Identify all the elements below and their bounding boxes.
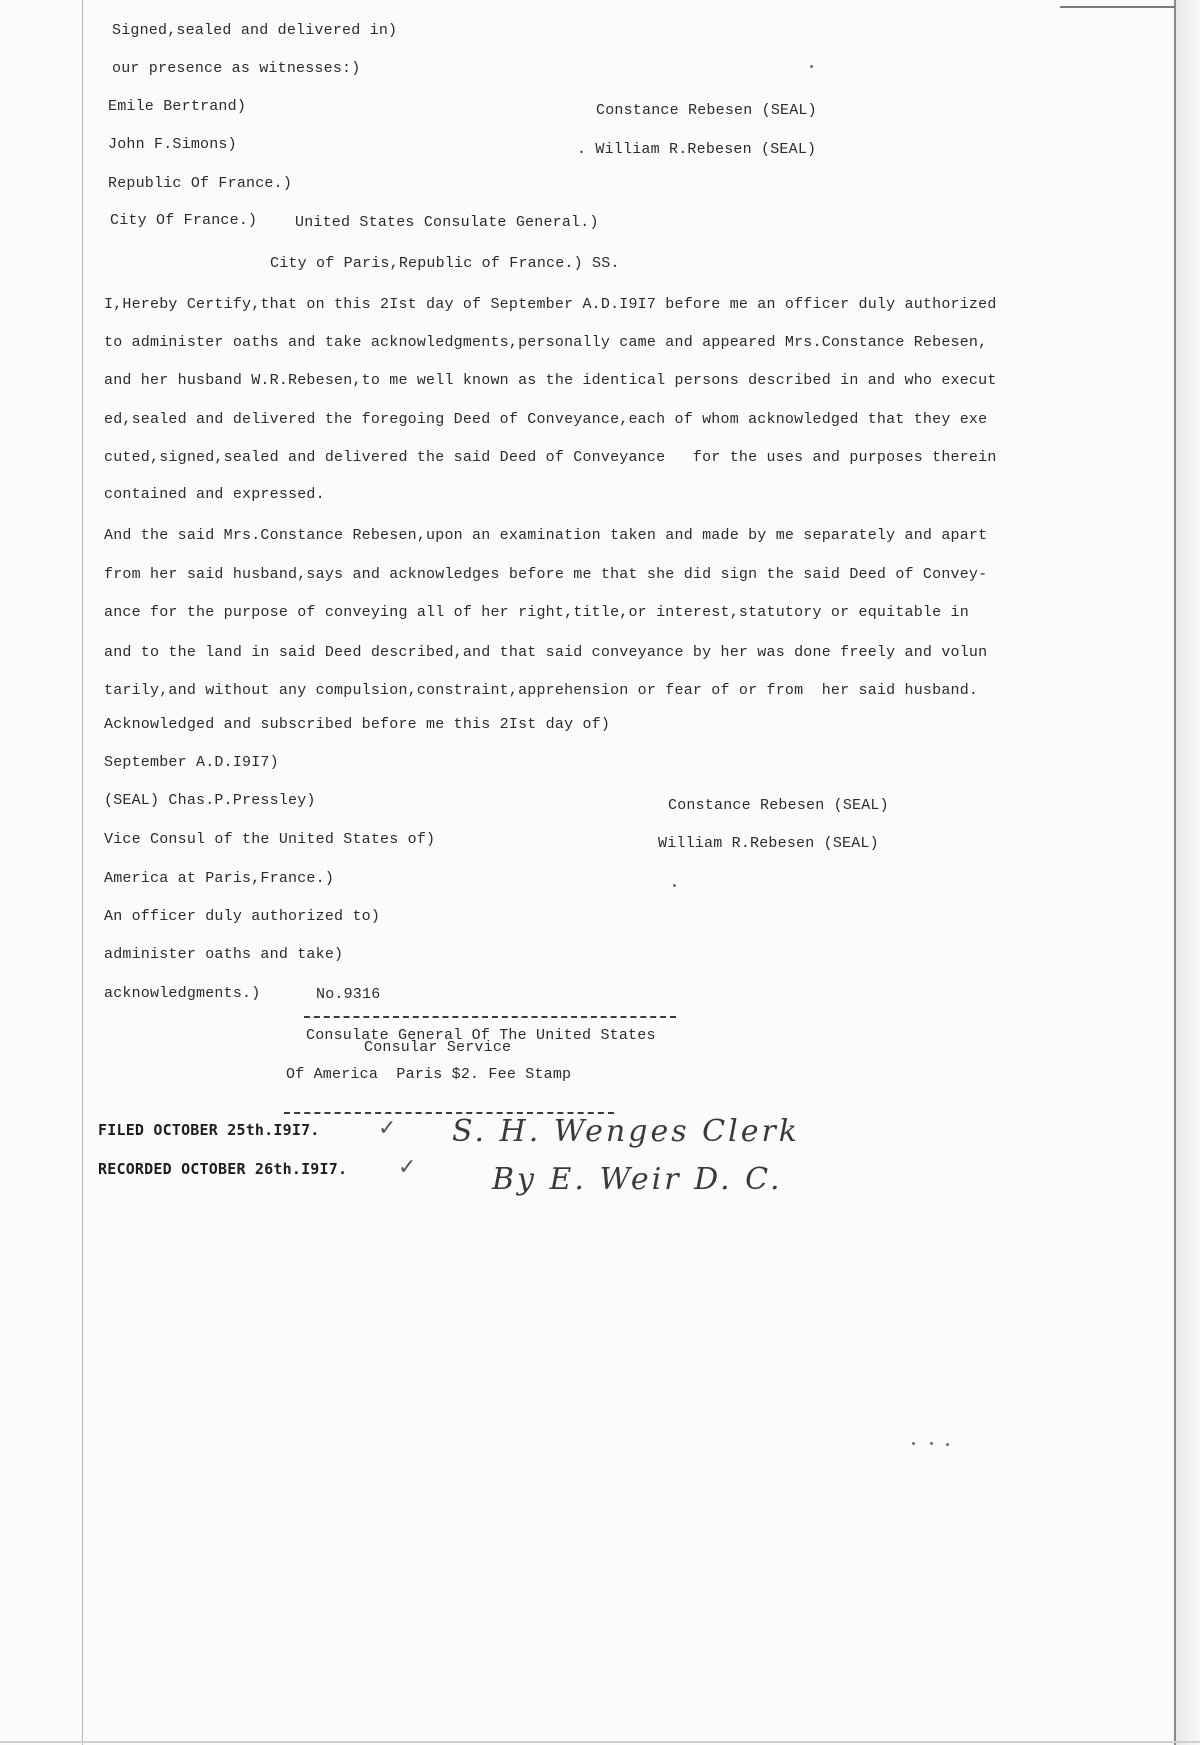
officer-line-1: (SEAL) Chas.P.Pressley) [104, 792, 316, 809]
stamp-line-1: Consulate General Of The United States [306, 1027, 656, 1044]
second-signature-1: Constance Rebesen (SEAL) [668, 797, 889, 814]
witness-name-1: Emile Bertrand) [108, 98, 247, 115]
examination-line-5: tarily,and without any compulsion,constraint,apprehension or fear of or from her said husband. [104, 682, 979, 699]
right-margin-rule [1174, 0, 1176, 1745]
witness-name-2: John F.Simons) [108, 136, 237, 153]
officer-line-4: An officer duly authorized to) [104, 908, 381, 925]
stamp-line-3: Of America Paris $2. Fee Stamp [286, 1066, 572, 1083]
acknowledgment-line-2: September A.D.I9I7) [104, 754, 279, 771]
certificate-line-1: I,Hereby Certify,that on this 2Ist day of September A.D.I9I7 before me an officer duly authorized [104, 296, 997, 313]
deputy-signature: By E. Weir D. C. [492, 1162, 783, 1197]
examination-line-2: from her said husband,says and acknowledges before me that she did sign the said Deed of Convey- [104, 566, 988, 583]
venue-paris-ss: City of Paris,Republic of France.) SS. [270, 255, 620, 272]
grantor-signature-2: . William R.Rebesen (SEAL) [577, 141, 817, 158]
grantor-signature-1: Constance Rebesen (SEAL) [596, 102, 817, 119]
officer-line-6: acknowledgments.) [104, 985, 261, 1002]
certificate-line-2: to administer oaths and take acknowledgments,personally came and appeared Mrs.Constance Rebesen, [104, 334, 988, 351]
officer-line-2: Vice Consul of the United States of) [104, 831, 436, 848]
stamp-number: No.9316 [316, 986, 381, 1003]
clerk-signature: S. H. Wenges Clerk [452, 1114, 800, 1149]
paper-speck [930, 1442, 933, 1445]
witness-header-line-2: our presence as witnesses:) [112, 60, 361, 77]
venue-republic: Republic Of France.) [108, 175, 293, 192]
second-signature-2: William R.Rebesen (SEAL) [658, 835, 879, 852]
recorded-check-mark: ✓ [398, 1155, 417, 1180]
acknowledgment-line-1: Acknowledged and subscribed before me this 2Ist day of) [104, 716, 611, 733]
examination-line-3: ance for the purpose of conveying all of her right,title,or interest,statutory or equitable in [104, 604, 969, 621]
certificate-line-5: cuted,signed,sealed and delivered the said Deed of Conveyance for the uses and purposes therein [104, 449, 997, 466]
paper-speck [673, 884, 676, 887]
paper-speck [810, 65, 813, 68]
page-edge-shadow [1176, 0, 1200, 1745]
paper-speck [946, 1443, 949, 1446]
certificate-line-3: and her husband W.R.Rebesen,to me well known as the identical persons described in and who execut [104, 372, 997, 389]
paper-speck [912, 1442, 915, 1445]
bottom-edge-rule [0, 1741, 1200, 1743]
certificate-line-6: contained and expressed. [104, 486, 325, 503]
certificate-line-4: ed,sealed and delivered the foregoing Deed of Conveyance,each of whom acknowledged that they exe [104, 411, 988, 428]
recorded-date: RECORDED OCTOBER 26th.I9I7. [98, 1160, 348, 1178]
venue-consulate: United States Consulate General.) [295, 214, 599, 231]
filed-date: FILED OCTOBER 25th.I9I7. [98, 1121, 320, 1139]
stamp-line-2: Consular Service [364, 1039, 512, 1056]
stamp-top-rule [304, 1016, 676, 1018]
examination-line-1: And the said Mrs.Constance Rebesen,upon an examination taken and made by me separately and apart [104, 527, 988, 544]
examination-line-4: and to the land in said Deed described,and that said conveyance by her was done freely and volun [104, 644, 988, 661]
witness-header-line-1: Signed,sealed and delivered in) [112, 22, 398, 39]
venue-city: City Of France.) [110, 212, 258, 229]
left-margin-rule [82, 0, 83, 1745]
officer-line-3: America at Paris,France.) [104, 870, 335, 887]
officer-line-5: administer oaths and take) [104, 946, 344, 963]
top-corner-rule [1060, 6, 1175, 8]
filed-check-mark: ✓ [378, 1116, 397, 1141]
